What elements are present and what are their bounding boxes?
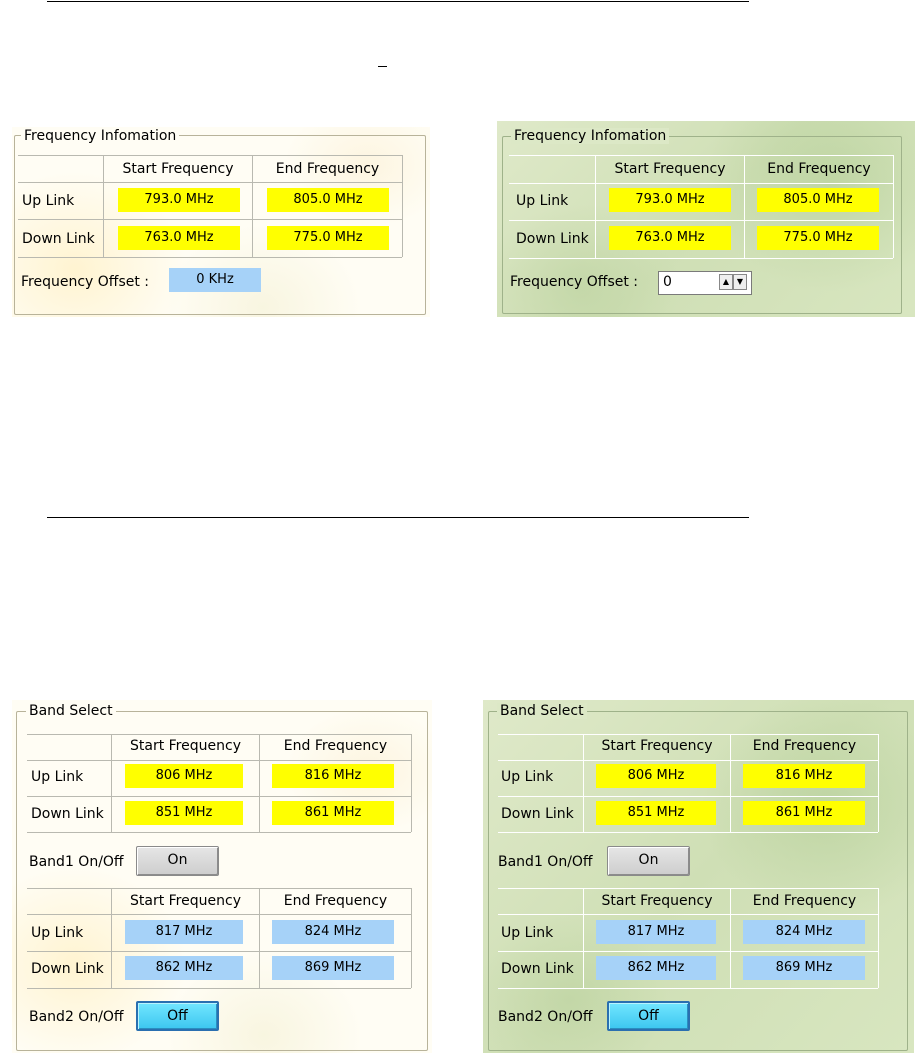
band1-uplink-end: 816 MHz	[272, 764, 394, 788]
band-select-panel-left	[12, 700, 432, 1053]
grid-line	[27, 888, 411, 889]
row-label-downlink: Down Link	[22, 231, 95, 247]
grid-line	[27, 796, 411, 797]
grid-line	[498, 796, 878, 797]
band1-downlink-end: 861 MHz	[272, 801, 394, 825]
band1-row-uplink: Up Link	[31, 769, 84, 785]
grid-line	[893, 155, 894, 258]
band1-toggle-label: Band1 On/Off	[498, 854, 593, 870]
grid-line	[18, 155, 402, 156]
downlink-start-value: 763.0 MHz	[118, 226, 240, 250]
frequency-info-panel-right	[497, 121, 915, 317]
band2-toggle-label: Band2 On/Off	[498, 1009, 593, 1025]
group-box-legend: Frequency Infomation	[511, 128, 669, 144]
group-box-legend: Band Select	[26, 703, 116, 719]
band1-header-start: Start Frequency	[601, 738, 713, 754]
grid-line	[509, 258, 893, 259]
grid-line	[27, 832, 411, 833]
band1-uplink-start: 806 MHz	[125, 764, 243, 788]
band2-toggle-button[interactable]: Off	[607, 1001, 690, 1031]
middle-rule	[47, 517, 749, 518]
band2-header-start: Start Frequency	[601, 893, 713, 909]
row-label-uplink: Up Link	[22, 193, 75, 209]
uplink-start-value: 793.0 MHz	[118, 188, 240, 212]
grid-line	[509, 155, 893, 156]
header-end-frequency: End Frequency	[275, 161, 380, 177]
grid-line	[509, 220, 893, 221]
band1-uplink-end: 816 MHz	[743, 764, 865, 788]
band1-uplink-start: 806 MHz	[596, 764, 716, 788]
band2-downlink-end: 869 MHz	[272, 956, 394, 980]
band2-uplink-end: 824 MHz	[272, 920, 394, 944]
uplink-end-value: 805.0 MHz	[757, 188, 879, 212]
band-select-panel-right	[483, 700, 914, 1053]
frequency-offset-value: 0 KHz	[169, 268, 261, 292]
spin-down-icon[interactable]: ▼	[733, 274, 747, 290]
downlink-end-value: 775.0 MHz	[267, 226, 389, 250]
band2-toggle-label: Band2 On/Off	[29, 1009, 124, 1025]
band1-row-downlink: Down Link	[501, 806, 574, 822]
grid-line	[27, 734, 411, 735]
grid-line	[27, 988, 411, 989]
header-end-frequency: End Frequency	[767, 161, 871, 177]
grid-line	[498, 734, 878, 735]
frequency-offset-label: Frequency Offset :	[510, 274, 639, 290]
grid-line	[498, 832, 878, 833]
grid-line	[509, 183, 893, 184]
grid-line	[402, 155, 403, 257]
band2-downlink-start: 862 MHz	[596, 956, 716, 980]
frequency-offset-spin-value: 0	[663, 274, 672, 290]
frequency-info-panel-left	[12, 127, 430, 317]
grid-line	[498, 914, 878, 915]
band1-toggle-label: Band1 On/Off	[29, 854, 124, 870]
frequency-offset-label: Frequency Offset :	[21, 274, 150, 290]
grid-line	[498, 888, 878, 889]
band1-header-end: End Frequency	[752, 738, 857, 754]
band2-row-uplink: Up Link	[31, 925, 84, 941]
band1-row-uplink: Up Link	[501, 769, 554, 785]
band2-uplink-start: 817 MHz	[596, 920, 716, 944]
grid-line	[18, 182, 402, 183]
grid-line	[498, 760, 878, 761]
band1-downlink-start: 851 MHz	[125, 801, 243, 825]
band1-downlink-start: 851 MHz	[596, 801, 716, 825]
band1-toggle-button[interactable]: On	[607, 846, 690, 876]
grid-line	[18, 257, 402, 258]
downlink-end-value: 775.0 MHz	[757, 226, 879, 250]
downlink-start-value: 763.0 MHz	[609, 226, 731, 250]
band2-toggle-button[interactable]: Off	[136, 1001, 219, 1031]
spin-up-icon[interactable]: ▲	[719, 274, 733, 290]
header-start-frequency: Start Frequency	[122, 161, 234, 177]
band1-row-downlink: Down Link	[31, 806, 104, 822]
spin-buttons	[719, 274, 749, 290]
grid-line	[27, 951, 411, 952]
band2-row-uplink: Up Link	[501, 925, 554, 941]
uplink-end-value: 805.0 MHz	[267, 188, 389, 212]
top-rule	[47, 1, 749, 2]
band2-row-downlink: Down Link	[31, 961, 104, 977]
band2-uplink-end: 824 MHz	[743, 920, 865, 944]
grid-line	[27, 760, 411, 761]
band2-header-start: Start Frequency	[130, 893, 241, 909]
group-box-border	[16, 711, 428, 1051]
small-dash	[378, 66, 387, 67]
band2-header-end: End Frequency	[752, 893, 857, 909]
band1-header-end: End Frequency	[283, 738, 388, 754]
band1-toggle-button[interactable]: On	[136, 846, 219, 876]
band2-uplink-start: 817 MHz	[125, 920, 243, 944]
band1-downlink-end: 861 MHz	[743, 801, 865, 825]
band1-header-start: Start Frequency	[130, 738, 241, 754]
grid-line	[878, 888, 879, 988]
grid-line	[411, 734, 412, 832]
band2-header-end: End Frequency	[283, 893, 388, 909]
row-label-downlink: Down Link	[516, 231, 589, 247]
grid-line	[498, 951, 878, 952]
band2-row-downlink: Down Link	[501, 961, 574, 977]
band2-downlink-start: 862 MHz	[125, 956, 243, 980]
header-start-frequency: Start Frequency	[614, 161, 726, 177]
group-box-legend: Frequency Infomation	[21, 128, 179, 144]
grid-line	[878, 734, 879, 832]
grid-line	[498, 988, 878, 989]
grid-line	[18, 219, 402, 220]
grid-line	[411, 888, 412, 988]
band2-downlink-end: 869 MHz	[743, 956, 865, 980]
frequency-offset-spinbox[interactable]	[658, 271, 752, 295]
group-box-border	[488, 711, 908, 1051]
grid-line	[27, 914, 411, 915]
row-label-uplink: Up Link	[516, 193, 569, 209]
uplink-start-value: 793.0 MHz	[609, 188, 731, 212]
group-box-legend: Band Select	[497, 703, 587, 719]
